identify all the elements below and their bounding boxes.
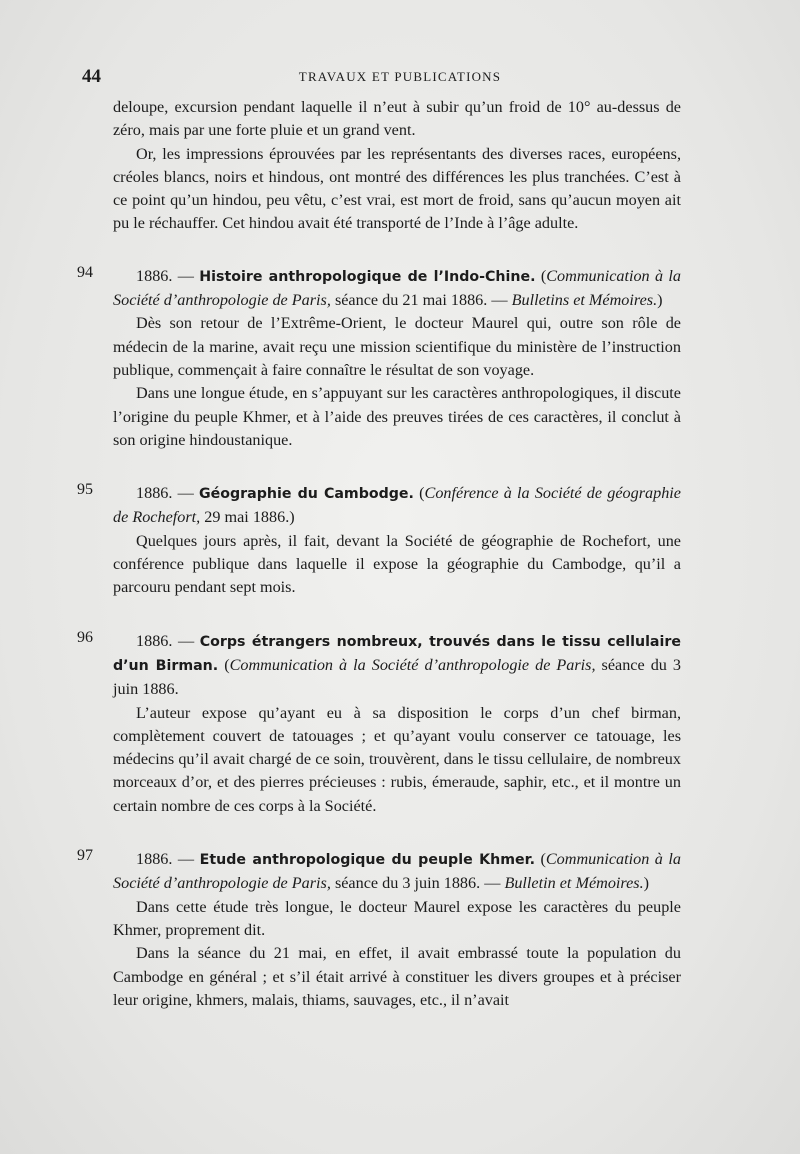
entry-number: 94 <box>77 263 93 281</box>
entry-paragraph: Dans cette étude très longue, le docteur Maurel expose les caractères du peuple Khmer, proprement dit. <box>113 897 681 939</box>
running-header <box>0 66 800 86</box>
continuation-paragraph: Or, les impressions éprouvées par les représentants des diverses races, européens, créoles blancs, noirs et hindous, ont montré des différences les plus tranchées. C’est à ce point qu’un hindou, peu vêtu, c’est vrai, est mort de froid, sans qu’aucun moyen ait pu le réchauffer. Cet hindou avait été transporté de l’Inde à l’âge adulte. <box>113 144 681 233</box>
entry-year: 1886. — <box>136 484 200 503</box>
entry-heading <box>113 265 681 313</box>
entry-date: séance du 3 juin 1886. — <box>330 874 505 893</box>
entry-venue: Communication à la Société d’anthropologie de Paris, <box>113 266 681 310</box>
entry-venue: Communication à la Société d’anthropologie de Paris, <box>229 655 596 674</box>
entry-ref-open: ( <box>534 850 546 869</box>
entry-date: séance du 3 juin 1886. <box>113 655 681 699</box>
entry-date: séance du 21 mai 1886. — <box>330 291 512 310</box>
bibliography-entry-94 <box>77 263 681 452</box>
entry-heading <box>113 482 681 530</box>
entry-ref-close: ) <box>657 291 663 310</box>
entry-ref-open: ( <box>535 266 547 285</box>
continuation-paragraph: deloupe, excursion pendant laquelle il n’eut à subir qu’un froid de 10° au-dessus de zéro, mais par une forte pluie et un grand vent. <box>113 98 681 140</box>
body-text <box>77 96 682 1012</box>
entry-title: Géographie du Cambodge. <box>199 486 414 503</box>
entry-year: 1886. — <box>136 631 200 650</box>
entry-paragraph: L’auteur expose qu’ayant eu à sa disposition le corps d’un chef birman, complètement couvert de tatouages ; et qu’ayant voulu conserver ce tatouage, les médecins qu’il avait chargé de ce soin, trouvèrent, dans le tissu cellulaire, de nombreux morceaux d’or, et des pierres précieuses : rubis, émeraude, saphir, etc., et il montre un certain nombre de ces corps à la Société. <box>113 703 681 815</box>
entry-title: Etude anthropologique du peuple Khmer. <box>199 852 535 869</box>
entry-heading <box>113 630 681 702</box>
entry-venue: Conférence à la Société de géographie de Rochefort, <box>113 484 681 527</box>
entry-paragraph: Dès son retour de l’Extrême-Orient, le docteur Maurel qui, outre son rôle de médecin de la marine, avait reçu une mission scientifique du ministère de l’instruction publique, commençait à faire connaître le résultat de son voyage. <box>113 314 681 379</box>
entry-venue: Communication à la Société d’anthropologie de Paris, <box>113 850 682 893</box>
entry-paragraph: Quelques jours après, il fait, devant la Société de géographie de Rochefort, une conférence publique dans laquelle il expose la géographie du Cambodge, qu’il a parcouru pendant sept mois. <box>113 531 681 597</box>
entry-year: 1886. — <box>136 850 200 869</box>
entry-number: 95 <box>77 481 93 499</box>
entry-ref-open: ( <box>218 655 230 674</box>
entry-year: 1886. — <box>136 266 200 285</box>
entry-title: Histoire anthropologique de l’Indo-Chine. <box>199 268 536 285</box>
running-title: TRAVAUX ET PUBLICATIONS <box>298 69 502 84</box>
entry-heading <box>113 848 681 896</box>
entry-publication: Bulletin et Mémoires. <box>504 874 644 893</box>
entry-publication: Bulletins et Mémoires. <box>511 291 658 310</box>
entry-paragraph: Dans une longue étude, en s’appuyant sur les caractères anthropologiques, il discute l’origine du peuple Khmer, et à l’aide des preuves tirées de ces caractères, il conclut à son origine hindoustanique. <box>113 384 681 449</box>
bibliography-entry-95 <box>77 481 681 599</box>
entry-ref-close: ) <box>643 874 650 893</box>
bibliography-entry-96 <box>77 628 681 818</box>
entry-ref-open: ( <box>413 484 425 503</box>
page-number: 44 <box>82 66 101 87</box>
entry-paragraph: Dans la séance du 21 mai, en effet, il avait embrassé toute la population du Cambodge en général ; et s’il était arrivé à constituer les divers groupes et à préciser leur origine, khmers, malais, thiams, sauvages, etc., il n’avait <box>113 944 681 1009</box>
entry-number: 96 <box>77 628 93 646</box>
entry-date: 29 mai 1886. <box>200 508 290 527</box>
bibliography-entry-97 <box>77 847 682 1012</box>
entry-title: Corps étrangers nombreux, trouvés dans le tissu cellulaire d’un Birman. <box>113 633 681 674</box>
entry-ref-close: ) <box>289 508 295 527</box>
entry-number: 97 <box>77 847 93 865</box>
